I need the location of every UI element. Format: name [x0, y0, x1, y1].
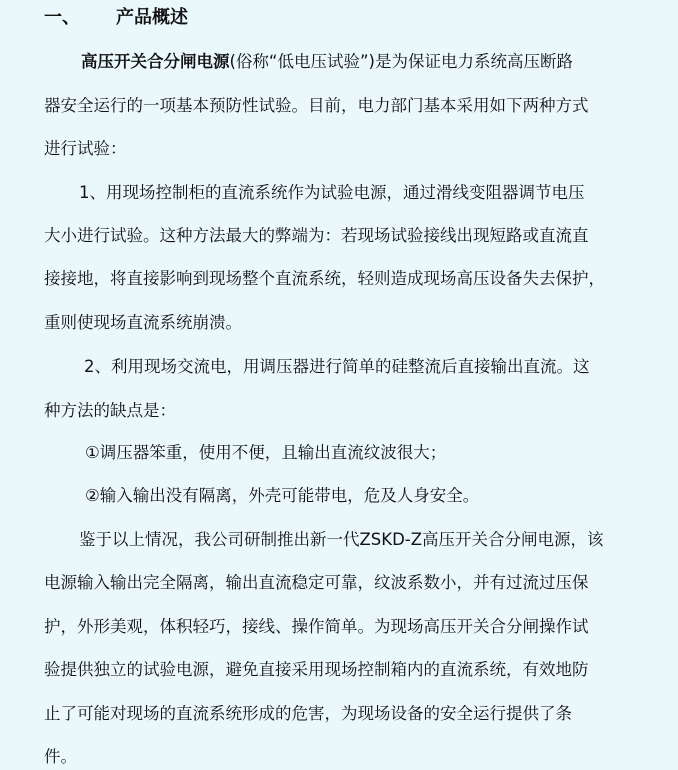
method1-line-3: 接接地，将直接影响到现场整个直流系统，轻则造成现场高压设备失去保护， — [44, 269, 605, 288]
intro-line-2: 器安全运行的一项基本预防性试验。目前，电力部门基本采用如下两种方式 — [44, 96, 589, 115]
method2-line-1: 2、利用现场交流电，用调压器进行简单的硅整流后直接输出直流。这 — [84, 357, 590, 376]
method1-line-4: 重则使现场直流系统崩溃。 — [44, 313, 242, 332]
method1-line-1: 1、用现场控制柜的直流系统作为试验电源，通过滑线变阻器调节电压 — [79, 183, 585, 202]
section-number: 一、 — [44, 7, 80, 28]
conclusion-line-4: 验提供独立的试验电源，避免直接采用现场控制箱内的直流系统，有效地防 — [44, 660, 589, 679]
conclusion-line-6: 件。 — [44, 747, 77, 766]
intro-line-3: 进行试验： — [44, 139, 127, 158]
conclusion-line-2: 电源输入输出完全隔离，输出直流稳定可靠，纹波系数小，并有过流过压保 — [44, 573, 589, 592]
section-heading — [44, 6, 188, 30]
method2-line-2: 种方法的缺点是： — [44, 401, 176, 420]
conclusion-line-5: 止了可能对现场的直流系统形成的危害，为现场设备的安全运行提供了条 — [44, 704, 572, 723]
method2-item-1: ①调压器笨重，使用不便，且输出直流纹波很大； — [85, 443, 447, 462]
product-term: 高压开关合分闸电源 — [81, 52, 230, 71]
method2-item-2: ②输入输出没有隔离，外壳可能带电，危及人身安全。 — [85, 486, 480, 505]
method1-line-2: 大小进行试验。这种方法最大的弊端为：若现场试验接线出现短路或直流直 — [44, 226, 589, 245]
intro-line-1 — [81, 51, 573, 73]
intro-line-1-rest: (俗称“低电压试验”)是为保证电力系统高压断路 — [229, 52, 573, 71]
conclusion-line-3: 护，外形美观，体积轻巧，接线、操作简单。为现场高压开关合分闸操作试 — [44, 617, 589, 636]
conclusion-line-1: 鉴于以上情况，我公司研制推出新一代ZSKD-Z高压开关合分闸电源，该 — [79, 530, 604, 549]
section-title: 产品概述 — [116, 7, 188, 28]
